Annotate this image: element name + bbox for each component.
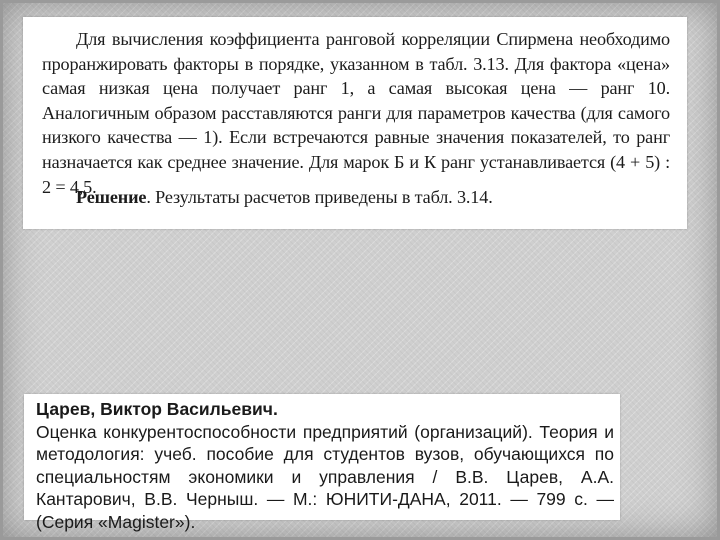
bibliographic-reference-scan — [24, 394, 620, 532]
book-excerpt-scan — [23, 17, 687, 229]
solution-text: . Результаты расчетов приведены в табл. 3.14. — [146, 187, 493, 207]
reference-block — [36, 398, 614, 533]
solution-paragraph — [42, 185, 670, 210]
excerpt-paragraph: Для вычисления коэффициента ранговой корреляции Спирмена необходимо проранжировать факторы в порядке, указанном в табл. 3.13. Для фактора «цена» самая низкая цена получает ранг 1, а самая высокая цена — ранг 10. Аналогичным образом расставляются ранги для параметров качества (для самого низкого качества — 1). Если встречаются равные значения показателей, то ранг назначается как среднее значение. Для марок Б и К ранг устанавливается (4 + 5) : 2 = 4,5. — [42, 29, 670, 197]
reference-author: Царев, Виктор Васильевич. — [36, 399, 278, 419]
solution-label: Решение — [76, 187, 147, 207]
reference-description: Оценка конкурентоспособности предприятий (организаций). Теория и методология: учеб. пособие для студентов вузов, обучающихся по специальностям экономики и управления / В.В. Царев, А.А. Кантарович, В.В. Черныш. — М.: ЮНИТИ-ДАНА, 2011. — 799 с. — (Серия «Magister»). — [36, 421, 614, 532]
